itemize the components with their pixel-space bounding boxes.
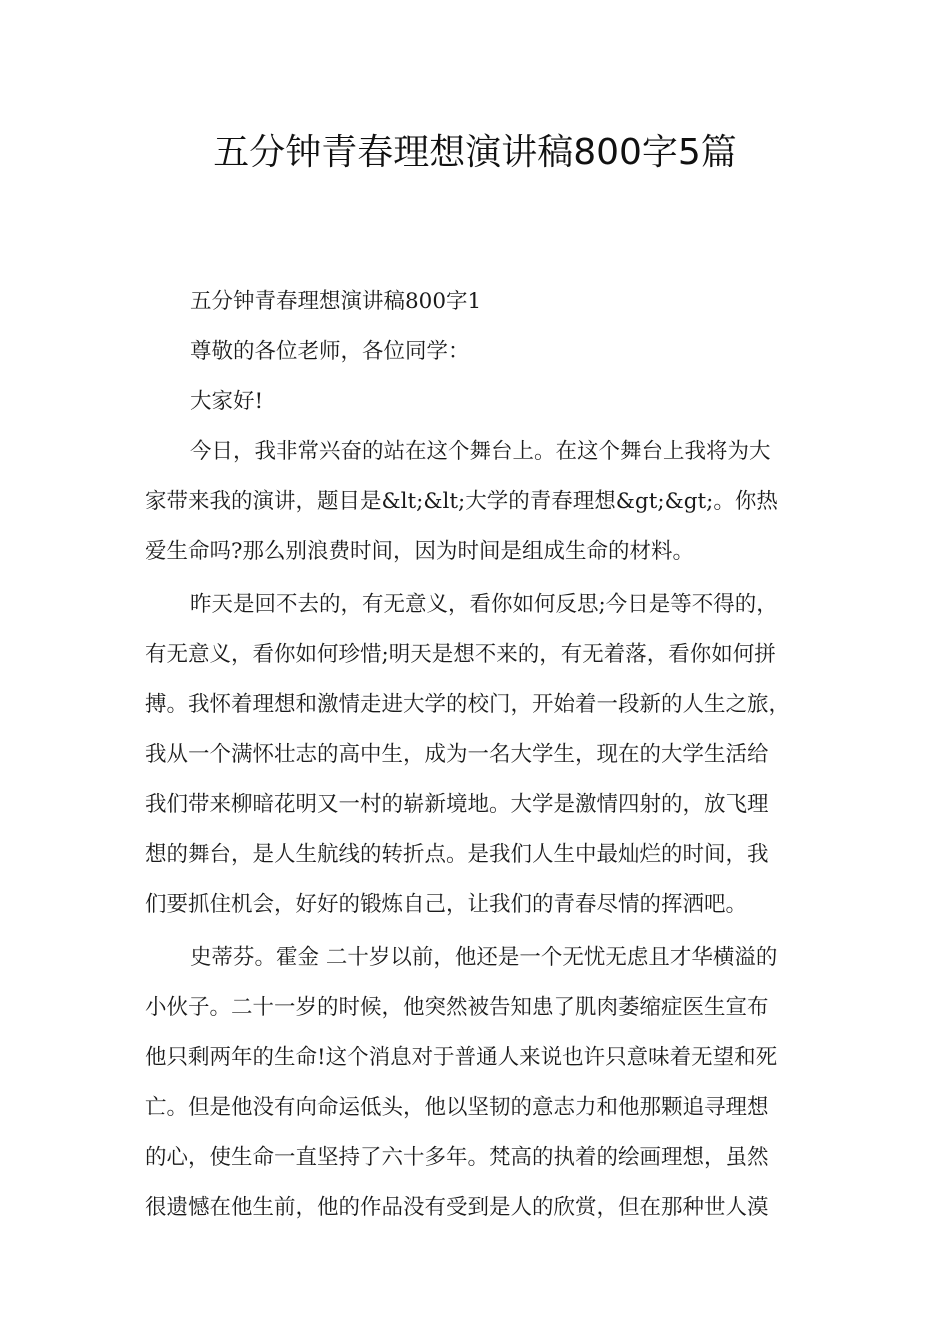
body-line: 很遗憾在他生前，他的作品没有受到是人的欣赏，但在那种世人漠 bbox=[145, 1195, 769, 1220]
body-line: 他只剩两年的生命!这个消息对于普通人来说也许只意味着无望和死 bbox=[145, 1045, 778, 1070]
body-line: 昨天是回不去的，有无意义，看你如何反思;今日是等不得的， bbox=[190, 592, 778, 617]
body-line: 我们带来柳暗花明又一村的崭新境地。大学是激情四射的，放飞理 bbox=[145, 792, 769, 817]
body-line: 小伙子。二十一岁的时候，他突然被告知患了肌肉萎缩症医生宣布 bbox=[145, 995, 769, 1020]
body-line: 爱生命吗?那么别浪费时间，因为时间是组成生命的材料。 bbox=[145, 539, 695, 564]
body-line: 今日，我非常兴奋的站在这个舞台上。在这个舞台上我将为大 bbox=[190, 439, 771, 464]
body-line: 大家好! bbox=[190, 389, 264, 414]
body-line: 有无意义，看你如何珍惜;明天是想不来的，有无着落，看你如何拼 bbox=[145, 642, 776, 667]
body-line: 家带来我的演讲，题目是&lt;&lt;大学的青春理想&gt;&gt;。你热 bbox=[145, 489, 778, 514]
body-line: 的心，使生命一直坚持了六十多年。梵高的执着的绘画理想，虽然 bbox=[145, 1145, 769, 1170]
body-line: 尊敬的各位老师，各位同学： bbox=[190, 339, 470, 364]
document-title: 五分钟青春理想演讲稿800字5篇 bbox=[213, 132, 737, 173]
body-line: 想的舞台，是人生航线的转折点。是我们人生中最灿烂的时间，我 bbox=[145, 842, 769, 867]
body-line: 五分钟青春理想演讲稿800字1 bbox=[190, 289, 482, 314]
body-line: 亡。但是他没有向命运低头，他以坚韧的意志力和他那颗追寻理想 bbox=[145, 1095, 769, 1120]
body-line: 搏。我怀着理想和激情走进大学的校门，开始着一段新的人生之旅， bbox=[145, 692, 791, 717]
body-line: 史蒂芬。霍金 二十岁以前，他还是一个无忧无虑且才华横溢的 bbox=[190, 945, 778, 970]
document-body bbox=[145, 283, 825, 1239]
body-line: 我从一个满怀壮志的高中生，成为一名大学生，现在的大学生活给 bbox=[145, 742, 769, 767]
body-line: 们要抓住机会，好好的锻炼自己，让我们的青春尽情的挥洒吧。 bbox=[145, 892, 748, 917]
